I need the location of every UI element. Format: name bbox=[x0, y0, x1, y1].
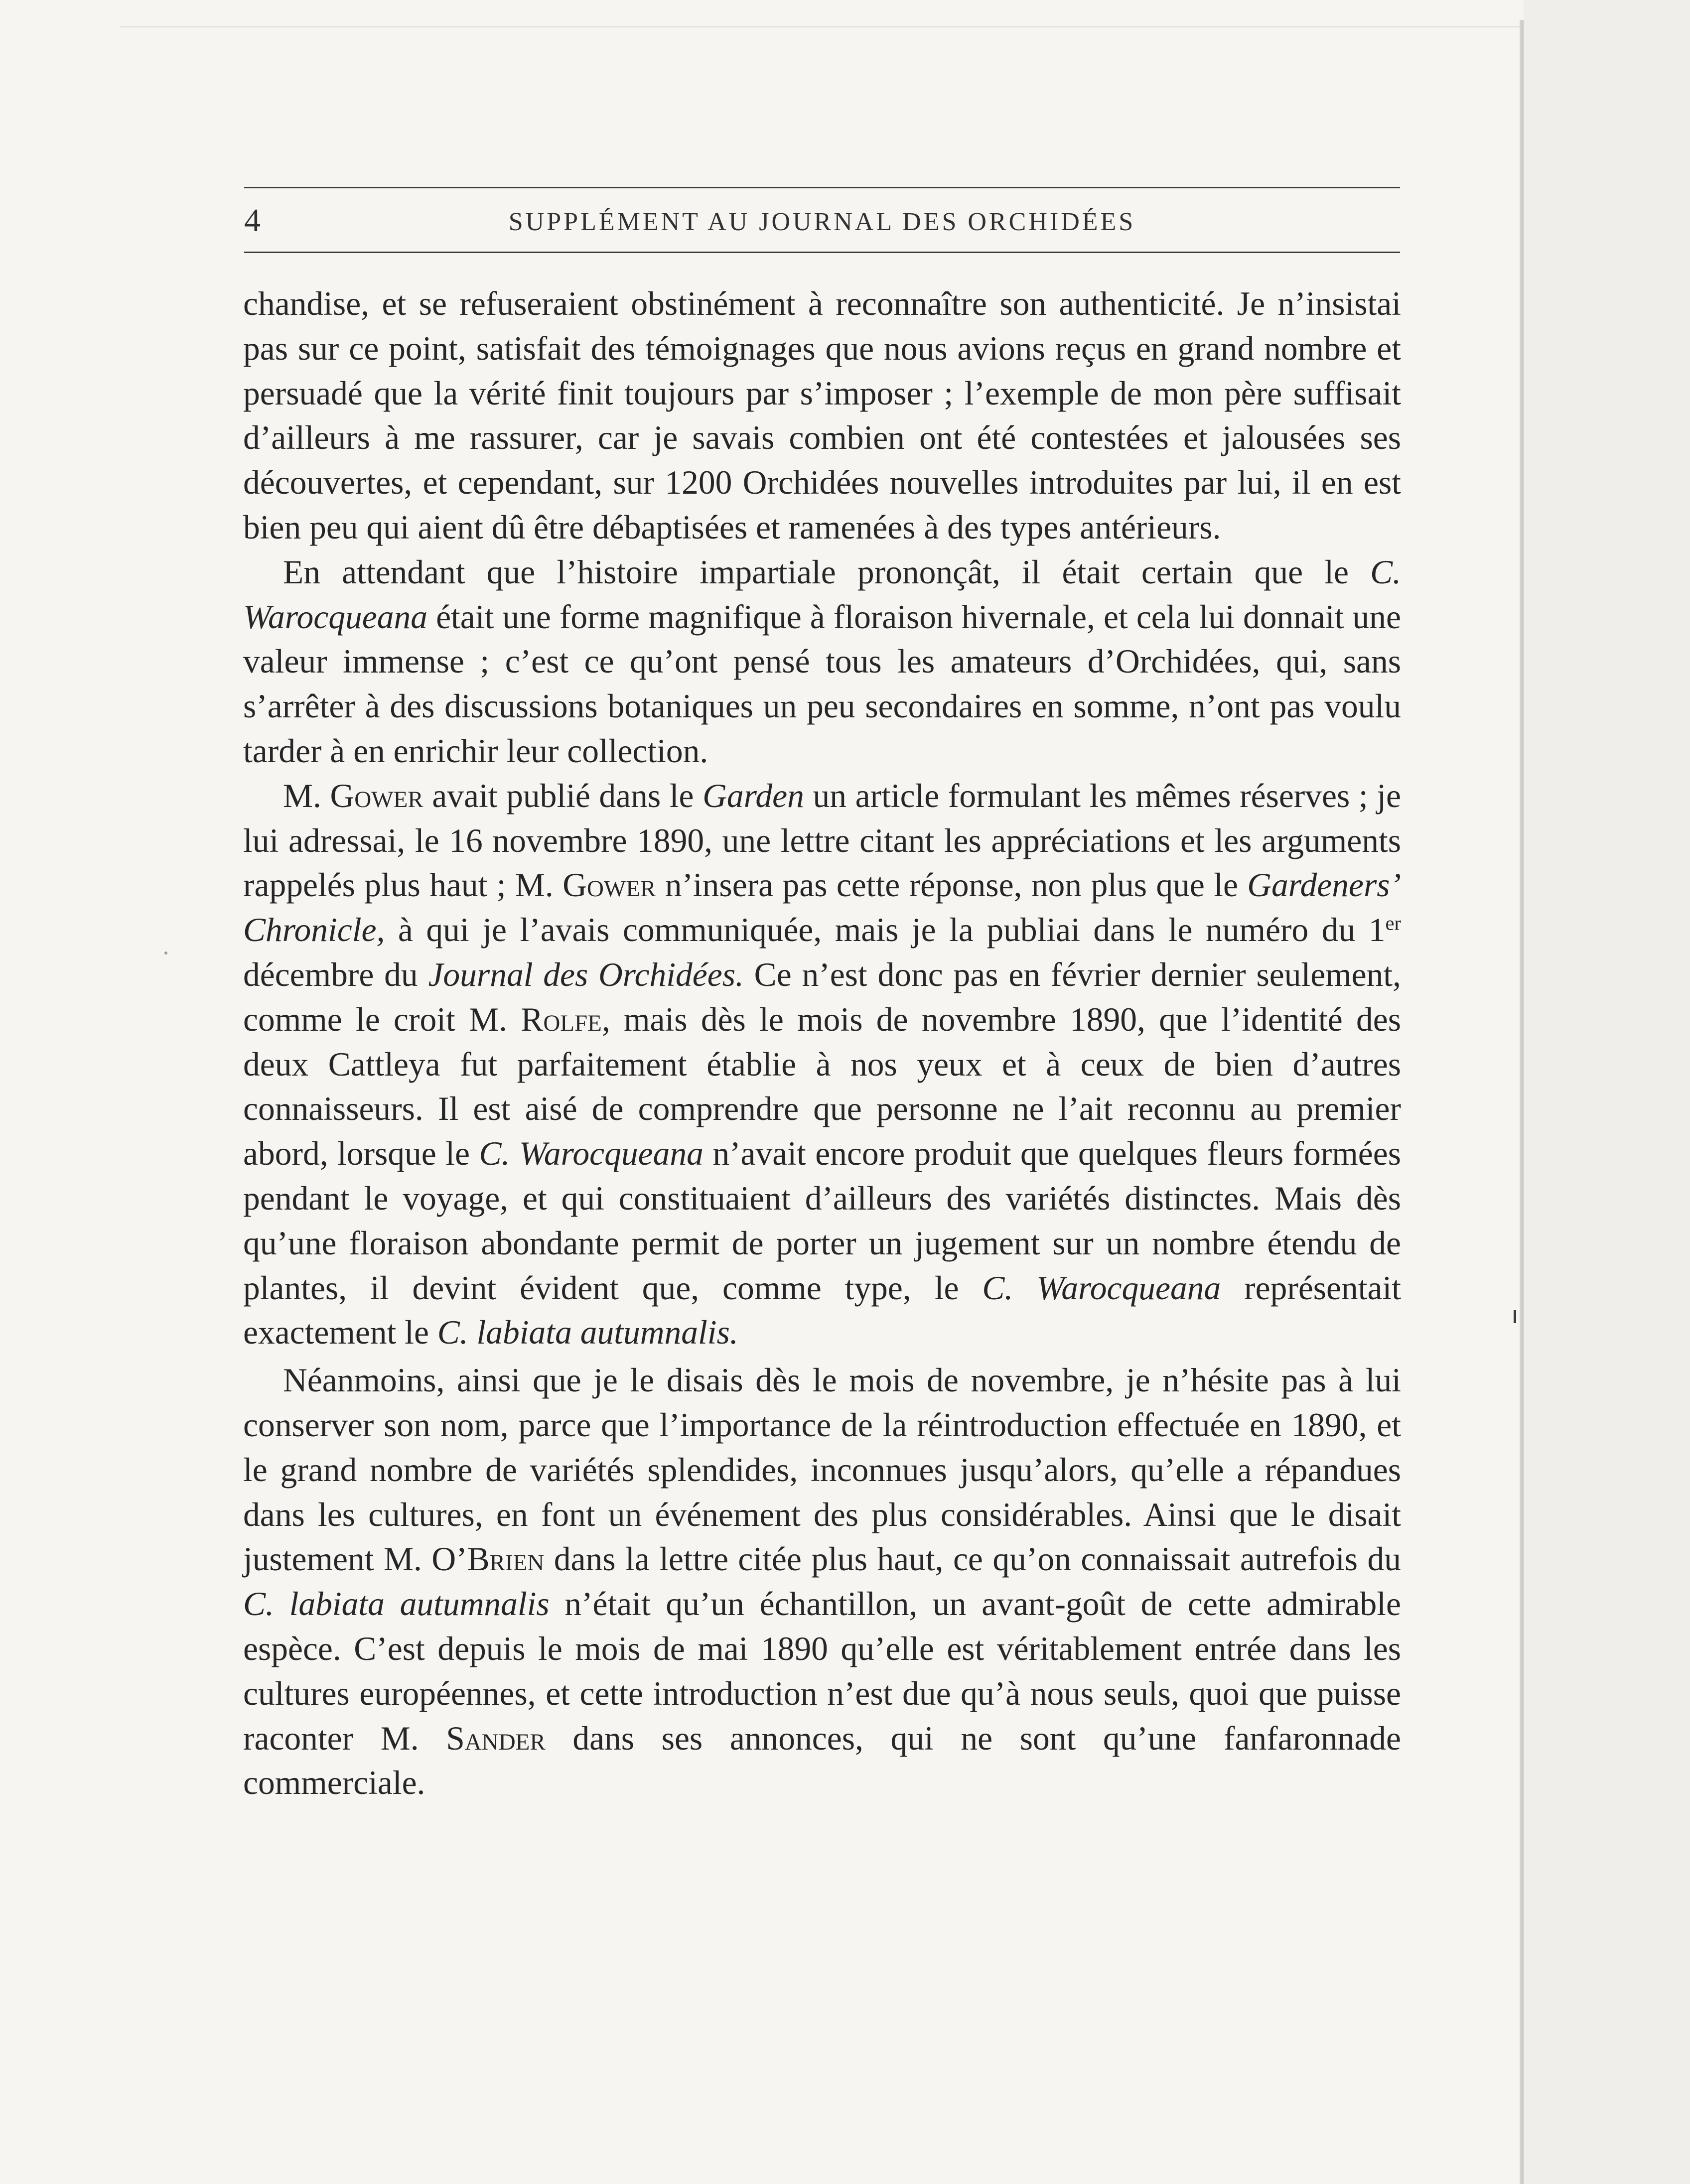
paragraph-3: M. Gower avait publié dans le Garden un article formulant les mêmes réserves ; je lui adressai, le 16 novembre 1890, une lettre citant les appréciations et les arguments rappelés plus haut ; M. Gower n’insera pas cette réponse, non plus que le Gardeners’ Chronicle, à qui je l’avais communiquée, mais je la publiai dans le numéro du 1er décembre du Journal des Orchidées. Ce n’est donc pas en février dernier seulement, comme le croit M. Rolfe, mais dès le mois de novembre 1890, que l’identité des deux Cattleya fut parfaitement établie à nos yeux et à ceux de bien d’autres connaisseurs. Il est aisé de comprendre que personne ne l’ait reconnu au premier abord, lorsque le C. Warocqueana n’avait encore produit que quelques fleurs formées pendant le voyage, et qui constituaient d’ailleurs des variétés distinctes. Mais dès qu’une floraison abondante permit de porter un jugement sur un nombre étendu de plantes, il devint évident que, comme type, le C. Warocqueana représentait exactement le C. labiata autumnalis. bbox=[243, 777, 1402, 1352]
page-edge-top bbox=[120, 26, 1520, 27]
article-body bbox=[243, 281, 1401, 1805]
person-name: Sander bbox=[446, 1719, 546, 1757]
paragraph-4: Néanmoins, ainsi que je le disais dès le mois de novembre, je n’hésite pas à lui conserver son nom, parce que l’importance de la réintroduction effectuée en 1890, et le grand nombre de variétés splendides, inconnues jusqu’alors, qu’elle a répandues dans les cultures, en font un événement des plus considérables. Ainsi que le disait justement M. O’Brien dans la lettre citée plus haut, ce qu’on connaissait autrefois du C. labiata autumnalis n’était qu’un échantillon, un avant-goût de cette admirable espèce. C’est depuis le mois de mai 1890 qu’elle est véritablement entrée dans les cultures européennes, et cette introduction n’est due qu’à nous seuls, quoi que puisse raconter M. Sander dans ses annonces, qui ne sont qu’une fanfaronnade commerciale. bbox=[243, 1362, 1401, 1802]
page-number: 4 bbox=[244, 202, 261, 239]
paragraph-2: En attendant que l’histoire impartiale prononçât, il était certain que le C. Warocqueana était une forme magnifique à floraison hivernale, et cela lui donnait une valeur immense ; c’est ce qu’ont pensé tous les amateurs d’Orchidées, qui, sans s’arrêter à des discussions botaniques un peu secondaires en somme, n’ont pas voulu tarder à en enrichir leur collection. bbox=[243, 553, 1401, 770]
person-name: Gower bbox=[563, 866, 656, 904]
species-name: C. labiata autumnalis. bbox=[437, 1314, 738, 1352]
species-name: C. labiata autumnalis bbox=[243, 1585, 550, 1623]
publication-name: Journal des Orchidées. bbox=[428, 956, 744, 993]
publication-name: Garden bbox=[703, 777, 804, 815]
header-rule-bottom bbox=[244, 252, 1400, 253]
paragraph-1: chandise, et se refuseraient obstinément à reconnaître son authenticité. Je n’insistai pas sur ce point, satisfait des témoignages que nous avions reçus en grand nombre et persuadé que la vérité finit toujours par s’imposer ; l’exemple de mon père suffisait d’ailleurs à me rassurer, car je savais combien ont été contestées et jalousées ses découvertes, et cependant, sur 1200 Orchidées nouvelles introduites par lui, il en est bien peu qui aient dû être débaptisées et ramenées à des types antérieurs. bbox=[243, 285, 1401, 546]
header-rule-top bbox=[244, 187, 1400, 188]
publication-name: Gardeners’ Chronicle, bbox=[243, 866, 1401, 949]
page-edge bbox=[1520, 20, 1524, 2184]
person-name: O’Brien bbox=[431, 1540, 545, 1578]
species-name: C. Warocqueana bbox=[982, 1269, 1221, 1307]
scan-speck bbox=[164, 952, 167, 955]
running-head bbox=[244, 187, 1400, 257]
ordinal-superscript: er bbox=[1385, 912, 1401, 935]
species-name: C. Warocqueana bbox=[479, 1135, 704, 1173]
journal-title: SUPPLÉMENT AU JOURNAL DES ORCHIDÉES bbox=[508, 208, 1136, 236]
scan-mark bbox=[1514, 1310, 1516, 1323]
species-name: C. Warocqueana bbox=[243, 553, 1401, 636]
person-name: Rolfe bbox=[521, 1000, 602, 1038]
scan-margin bbox=[1524, 0, 1690, 2184]
person-name: Gower bbox=[330, 777, 423, 815]
